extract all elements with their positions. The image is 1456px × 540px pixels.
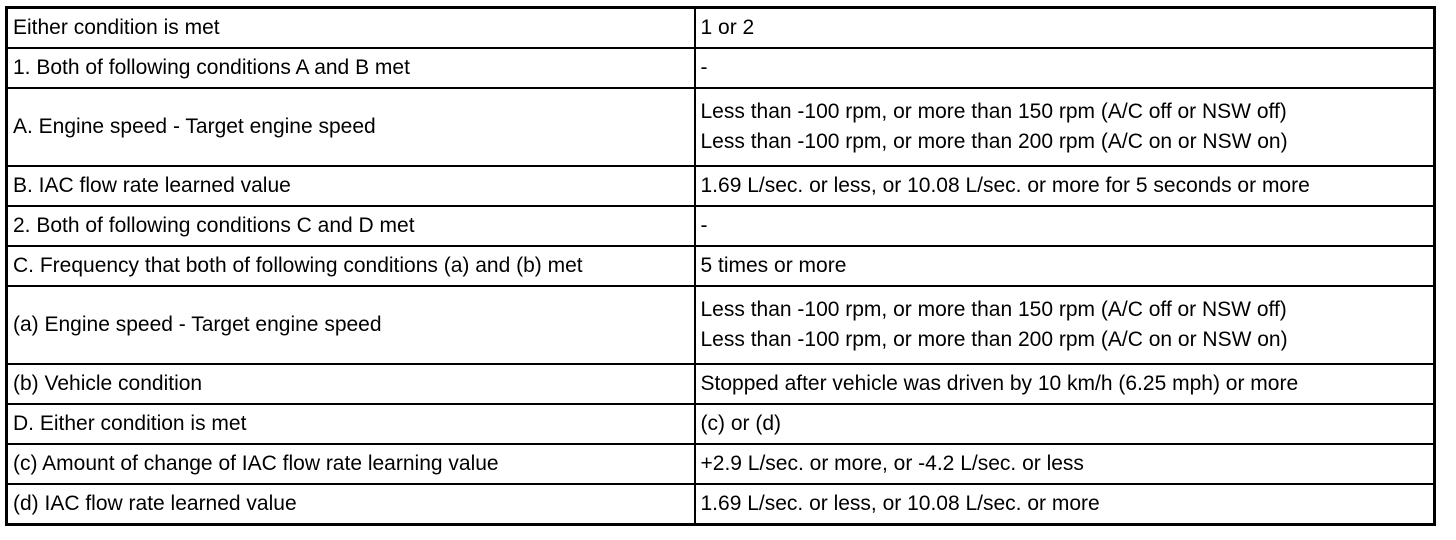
- table-row: [7, 206, 1435, 246]
- table-row: [7, 48, 1435, 88]
- table-row: [7, 88, 1435, 166]
- value-line: 5 times or more: [700, 254, 847, 277]
- value-line: (c) or (d): [700, 412, 781, 435]
- table-row: [7, 166, 1435, 206]
- value-line: Less than -100 rpm, or more than 150 rpm (A/C off or NSW off): [700, 100, 1287, 123]
- value-cell: [695, 246, 1435, 286]
- condition-cell: 1. Both of following conditions A and B met: [7, 48, 695, 88]
- value-line: Less than -100 rpm, or more than 200 rpm (A/C on or NSW on): [700, 130, 1288, 153]
- value-line: Less than -100 rpm, or more than 150 rpm (A/C off or NSW off): [700, 298, 1287, 321]
- condition-cell: (d) IAC flow rate learned value: [7, 484, 695, 525]
- value-cell: [695, 404, 1435, 444]
- table-row: [7, 364, 1435, 404]
- value-line: 1.69 L/sec. or less, or 10.08 L/sec. or more for 5 seconds or more: [700, 174, 1310, 197]
- value-line: Less than -100 rpm, or more than 200 rpm (A/C on or NSW on): [700, 328, 1288, 351]
- value-cell: [695, 364, 1435, 404]
- condition-cell: (a) Engine speed - Target engine speed: [7, 286, 695, 364]
- table-row: [7, 484, 1435, 525]
- condition-cell: B. IAC flow rate learned value: [7, 166, 695, 206]
- condition-cell: C. Frequency that both of following conditions (a) and (b) met: [7, 246, 695, 286]
- value-cell: [695, 484, 1435, 525]
- value-cell: [695, 8, 1435, 49]
- table-row: [7, 444, 1435, 484]
- value-cell: [695, 88, 1435, 166]
- value-cell: [695, 206, 1435, 246]
- table-row: [7, 404, 1435, 444]
- condition-cell: 2. Both of following conditions C and D met: [7, 206, 695, 246]
- condition-cell: (b) Vehicle condition: [7, 364, 695, 404]
- table-row: [7, 246, 1435, 286]
- value-cell: [695, 286, 1435, 364]
- condition-cell: (c) Amount of change of IAC flow rate learning value: [7, 444, 695, 484]
- value-line: -: [700, 56, 708, 79]
- value-line: +2.9 L/sec. or more, or -4.2 L/sec. or less: [700, 452, 1084, 475]
- table-row: [7, 286, 1435, 364]
- condition-cell: A. Engine speed - Target engine speed: [7, 88, 695, 166]
- value-line: 1 or 2: [700, 16, 755, 39]
- value-cell: [695, 444, 1435, 484]
- value-line: 1.69 L/sec. or less, or 10.08 L/sec. or more: [700, 492, 1100, 515]
- table-row: [7, 8, 1435, 49]
- value-line: Stopped after vehicle was driven by 10 km/h (6.25 mph) or more: [700, 372, 1299, 395]
- condition-cell: Either condition is met: [7, 8, 695, 49]
- value-cell: [695, 166, 1435, 206]
- condition-cell: D. Either condition is met: [7, 404, 695, 444]
- conditions-table: [5, 6, 1436, 526]
- value-line: -: [700, 214, 708, 237]
- value-cell: [695, 48, 1435, 88]
